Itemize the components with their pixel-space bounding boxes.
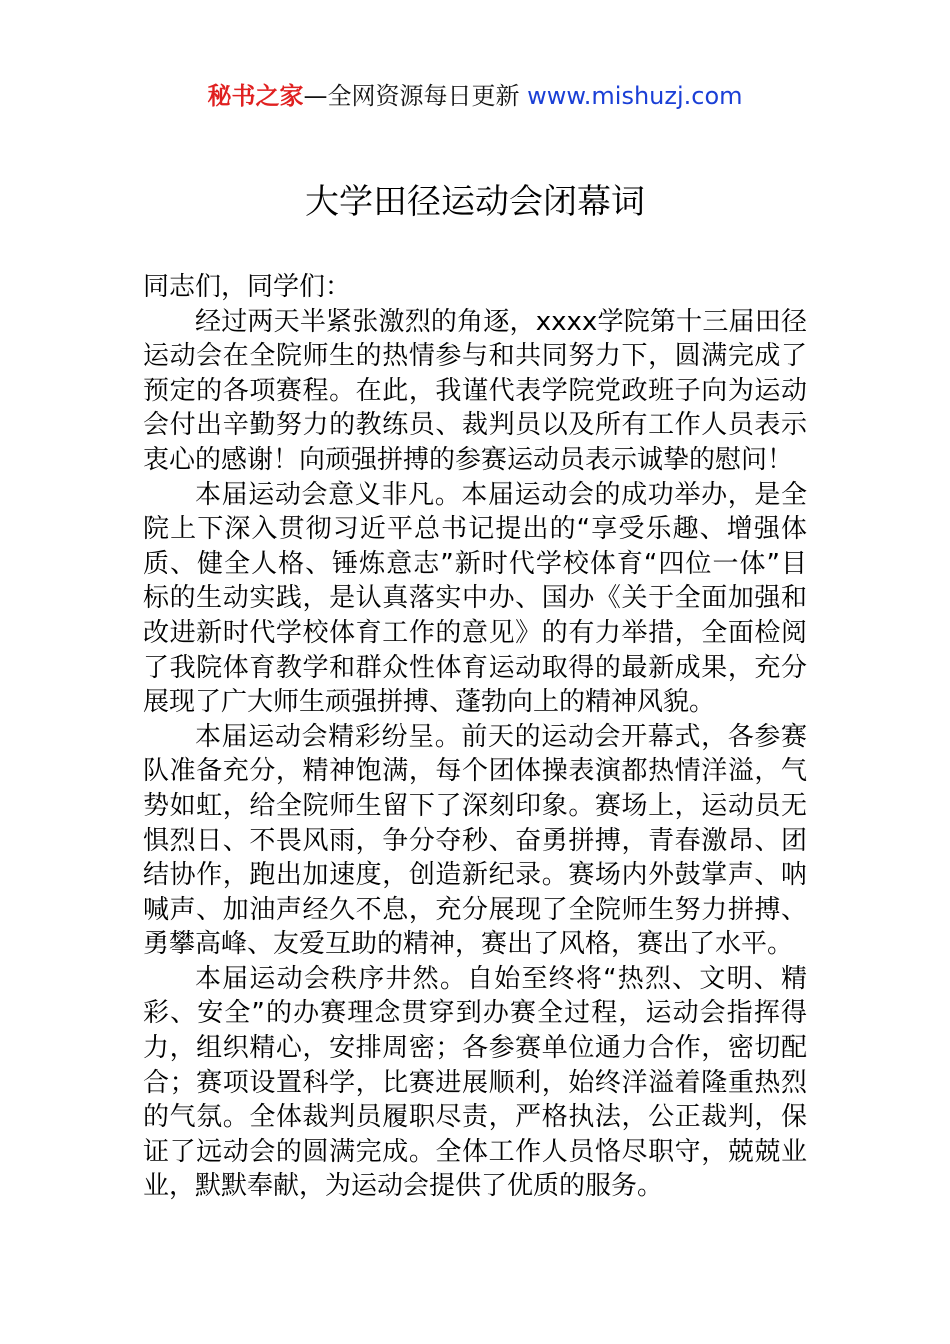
site-url-link[interactable]: www.mishuzj.com (527, 82, 743, 110)
site-header (0, 80, 950, 112)
document-title: 大学田径运动会闭幕词 (305, 182, 645, 222)
salutation: 同志们，同学们： (143, 272, 352, 302)
document-body (143, 270, 807, 1204)
paragraph-opening: 经过两天半紧张激烈的角逐，xxxx学院第十三届田径运动会在全院师生的热情参与和共同努力下，圆满完成了预定的各项赛程。在此，我谨代表学院党政班子向为运动会付出辛勤努力的教练员、裁判员以及所有工作人员表示衷心的感谢！向顽强拼搏的参赛运动员表示诚挚的慰问！ (143, 306, 807, 475)
header-tagline: —全网资源每日更新 (303, 82, 528, 110)
paragraph-organization: 本届运动会秩序井然。自始至终将“热烈、文明、精彩、安全”的办赛理念贯穿到办赛全过程，运动会指挥得力，组织精心，安排周密；各参赛单位通力合作，密切配合；赛项设置科学，比赛进展顺利，始终洋溢着隆重热烈的气氛。全体裁判员履职尽责，严格执法，公正裁判，保证了远动会的圆满完成。全体工作人员恪尽职守，兢兢业业，默默奉献，为运动会提供了优质的服务。 (143, 963, 807, 1202)
brand-name: 秘书之家 (207, 82, 304, 110)
paragraph-significance: 本届运动会意义非凡。本届运动会的成功举办，是全院上下深入贯彻习近平总书记提出的“享受乐趣、增强体质、健全人格、锤炼意志”新时代学校体育“四位一体”目标的生动实践，是认真落实中办、国办《关于全面加强和改进新时代学校体育工作的意见》的有力举措，全面检阅了我院体育教学和群众性体育运动取得的最新成果，充分展现了广大师生顽强拼搏、蓬勃向上的精神风貌。 (143, 479, 807, 718)
paragraph-highlights: 本届运动会精彩纷呈。前天的运动会开幕式，各参赛队准备充分，精神饱满，每个团体操表演都热情洋溢，气势如虹，给全院师生留下了深刻印象。赛场上，运动员无惧烈日、不畏风雨，争分夺秒、奋勇拼搏，青春激昂、团结协作，跑出加速度，创造新纪录。赛场内外鼓掌声、呐喊声、加油声经久不息，充分展现了全院师生努力拼搏、勇攀高峰、友爱互助的精神，赛出了风格，赛出了水平。 (143, 721, 807, 960)
